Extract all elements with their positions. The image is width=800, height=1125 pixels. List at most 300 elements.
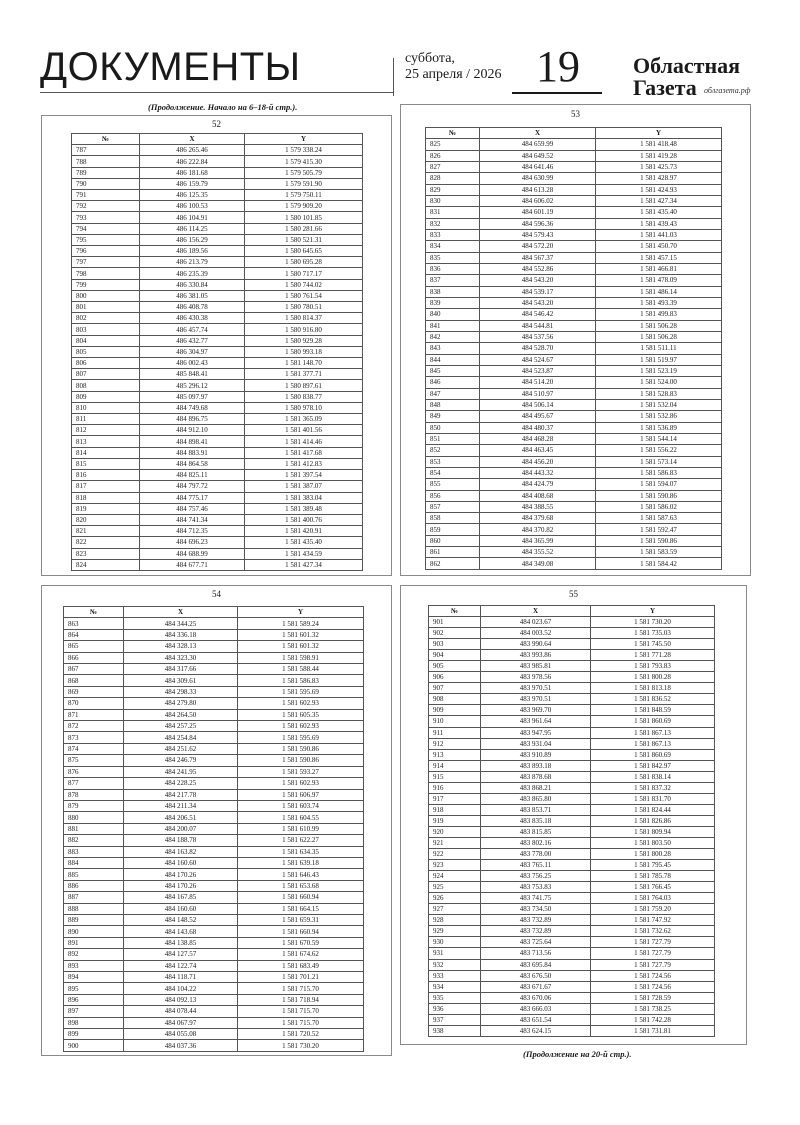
x-coordinate: 486 381.05 [140,290,245,301]
y-coordinate: 1 581 532.86 [596,411,722,422]
point-number: 881 [64,823,124,834]
x-coordinate: 484 254.84 [124,732,238,743]
y-coordinate: 1 581 573.14 [596,456,722,467]
x-coordinate: 486 114.25 [140,223,245,234]
x-coordinate: 484 023.67 [481,617,591,628]
x-coordinate: 484 200.07 [124,823,238,834]
y-coordinate: 1 581 466.81 [596,263,722,274]
table-row [72,380,363,391]
y-coordinate: 1 581 860.69 [591,716,715,727]
x-coordinate: 484 143.68 [124,926,238,937]
x-coordinate: 483 865.80 [481,793,591,804]
y-coordinate: 1 581 670.59 [238,937,364,948]
point-number: 903 [429,639,481,650]
point-number: 831 [426,207,480,218]
point-number: 797 [72,257,140,268]
y-coordinate: 1 581 759.20 [591,904,715,915]
x-coordinate: 486 330.84 [140,279,245,290]
x-coordinate: 485 097.97 [140,391,245,402]
x-coordinate: 483 970.51 [481,683,591,694]
y-coordinate: 1 581 590.86 [238,743,364,754]
y-coordinate: 1 581 795.45 [591,860,715,871]
point-number: 791 [72,190,140,201]
point-number: 870 [64,698,124,709]
table-row [64,1029,364,1040]
point-number: 902 [429,628,481,639]
y-coordinate: 1 581 389.48 [245,503,363,514]
y-coordinate: 1 581 493.39 [596,297,722,308]
point-number: 816 [72,470,140,481]
point-number: 878 [64,789,124,800]
point-number: 935 [429,992,481,1003]
point-number: 873 [64,732,124,743]
table-row [429,617,715,628]
table-row [429,937,715,948]
y-coordinate: 1 581 727.79 [591,959,715,970]
y-coordinate: 1 581 583.59 [596,547,722,558]
y-coordinate: 1 581 842.97 [591,760,715,771]
x-coordinate: 483 756.25 [481,871,591,882]
point-number: 924 [429,871,481,882]
table-row [429,661,715,672]
y-coordinate: 1 581 747.92 [591,915,715,926]
y-coordinate: 1 581 724.56 [591,981,715,992]
point-number: 858 [426,513,480,524]
point-number: 788 [72,156,140,167]
point-number: 792 [72,201,140,212]
point-number: 874 [64,743,124,754]
continued-from-note: (Продолжение. Начало на 6–18-й стр.). [148,102,298,112]
y-coordinate: 1 581 826.86 [591,815,715,826]
point-number: 798 [72,268,140,279]
table-row [72,201,363,212]
x-coordinate: 484 896.75 [140,414,245,425]
table-row [426,365,722,376]
point-number: 892 [64,949,124,960]
table-row [426,445,722,456]
table-row [426,411,722,422]
table-row [429,860,715,871]
point-number: 897 [64,1006,124,1017]
x-coordinate: 484 567.37 [480,252,596,263]
y-coordinate: 1 581 434.59 [245,548,363,559]
point-number: 814 [72,447,140,458]
table-row [429,970,715,981]
x-coordinate: 483 765.11 [481,860,591,871]
table-row [429,837,715,848]
y-coordinate: 1 581 603.74 [238,800,364,811]
point-number: 863 [64,618,124,629]
x-coordinate: 484 298.33 [124,686,238,697]
point-number: 915 [429,771,481,782]
coordinates-table [425,127,722,570]
continued-on-note: (Продолжение на 20-й стр.). [523,1049,632,1059]
table-row [429,815,715,826]
y-coordinate: 1 581 594.07 [596,479,722,490]
point-number: 938 [429,1025,481,1036]
y-coordinate: 1 581 511.11 [596,343,722,354]
y-coordinate: 1 580 993.18 [245,346,363,357]
point-number: 807 [72,369,140,380]
point-number: 875 [64,755,124,766]
page-number: 19 [536,42,580,91]
table-row [429,793,715,804]
point-number: 790 [72,178,140,189]
x-coordinate: 484 539.17 [480,286,596,297]
table-row [429,716,715,727]
x-coordinate: 484 543.20 [480,297,596,308]
point-number: 872 [64,721,124,732]
x-coordinate: 486 125.35 [140,190,245,201]
y-coordinate: 1 581 400.76 [245,514,363,525]
table-row [429,882,715,893]
point-number: 860 [426,535,480,546]
point-number: 789 [72,167,140,178]
point-number: 847 [426,388,480,399]
x-coordinate: 484 323.30 [124,652,238,663]
x-coordinate: 486 181.68 [140,167,245,178]
table-row [64,618,364,629]
table-row [426,195,722,206]
x-coordinate: 484 211.34 [124,800,238,811]
point-number: 827 [426,161,480,172]
point-number: 837 [426,275,480,286]
page-number-rule [512,92,602,94]
point-number: 927 [429,904,481,915]
x-coordinate: 484 506.14 [480,399,596,410]
table-row [429,628,715,639]
x-coordinate: 484 523.87 [480,365,596,376]
x-coordinate: 484 160.60 [124,903,238,914]
table-row [72,313,363,324]
x-coordinate: 484 641.46 [480,161,596,172]
x-coordinate: 486 408.78 [140,302,245,313]
y-coordinate: 1 581 544.14 [596,433,722,444]
point-number: 826 [426,150,480,161]
y-coordinate: 1 581 590.86 [596,490,722,501]
x-coordinate: 484 003.52 [481,628,591,639]
point-number: 905 [429,661,481,672]
table-row [64,823,364,834]
table-row [64,664,364,675]
point-number: 885 [64,869,124,880]
point-number: 899 [64,1029,124,1040]
point-number: 900 [64,1040,124,1051]
table-row [429,915,715,926]
point-number: 839 [426,297,480,308]
table-row [429,1025,715,1036]
y-coordinate: 1 581 803.50 [591,837,715,848]
y-coordinate: 1 581 800.28 [591,672,715,683]
newspaper-logo-line2: Газета [633,75,697,100]
point-number: 849 [426,411,480,422]
y-coordinate: 1 581 766.45 [591,882,715,893]
point-number: 811 [72,414,140,425]
point-number: 933 [429,970,481,981]
y-coordinate: 1 581 387.07 [245,481,363,492]
x-coordinate: 484 127.57 [124,949,238,960]
point-number: 864 [64,629,124,640]
x-coordinate: 484 912.10 [140,425,245,436]
table-row [426,229,722,240]
table-row [429,1014,715,1025]
y-coordinate: 1 581 499.83 [596,309,722,320]
table-row [426,547,722,558]
table-row [64,812,364,823]
point-number: 803 [72,324,140,335]
point-number: 922 [429,849,481,860]
y-coordinate: 1 581 800.28 [591,849,715,860]
point-number: 931 [429,948,481,959]
point-number: 883 [64,846,124,857]
y-coordinate: 1 580 101.85 [245,212,363,223]
y-coordinate: 1 581 683.49 [238,960,364,971]
y-coordinate: 1 581 622.27 [238,835,364,846]
table-row [64,652,364,663]
point-number: 930 [429,937,481,948]
y-coordinate: 1 581 595.69 [238,686,364,697]
point-number: 832 [426,218,480,229]
table-row [72,559,363,570]
x-coordinate: 483 853.71 [481,804,591,815]
x-coordinate: 486 002.43 [140,358,245,369]
table-row [72,503,363,514]
point-number: 835 [426,252,480,263]
point-number: 861 [426,547,480,558]
x-coordinate: 484 370.82 [480,524,596,535]
x-coordinate: 484 572.20 [480,241,596,252]
x-coordinate: 483 978.56 [481,672,591,683]
table-row [426,467,722,478]
table-row [426,207,722,218]
table-row [429,760,715,771]
column-header-number: № [72,134,140,145]
point-number: 919 [429,815,481,826]
y-coordinate: 1 581 590.86 [238,755,364,766]
y-coordinate: 1 580 744.02 [245,279,363,290]
point-number: 882 [64,835,124,846]
table-row [429,738,715,749]
y-coordinate: 1 581 634.35 [238,846,364,857]
x-coordinate: 484 067.97 [124,1017,238,1028]
x-coordinate: 484 579.43 [480,229,596,240]
y-coordinate: 1 581 715.70 [238,1006,364,1017]
table-row [72,458,363,469]
coordinates-table [63,606,364,1052]
point-number: 934 [429,981,481,992]
table-row [72,335,363,346]
table-row [64,766,364,777]
x-coordinate: 484 741.34 [140,514,245,525]
column-header-number: № [426,128,480,139]
y-coordinate: 1 581 646.43 [238,869,364,880]
table-row [426,161,722,172]
x-coordinate: 486 222.84 [140,156,245,167]
y-coordinate: 1 581 439.43 [596,218,722,229]
x-coordinate: 484 379.68 [480,513,596,524]
point-number: 818 [72,492,140,503]
point-number: 834 [426,241,480,252]
point-number: 822 [72,537,140,548]
table-row [64,789,364,800]
coordinates-panel-52 [41,115,392,576]
table-row [426,535,722,546]
y-coordinate: 1 581 715.70 [238,983,364,994]
point-number: 909 [429,705,481,716]
point-number: 925 [429,882,481,893]
x-coordinate: 484 167.85 [124,892,238,903]
x-coordinate: 485 296.12 [140,380,245,391]
table-row [72,246,363,257]
y-coordinate: 1 579 750.11 [245,190,363,201]
point-number: 937 [429,1014,481,1025]
y-coordinate: 1 581 809.94 [591,826,715,837]
y-coordinate: 1 581 715.70 [238,1017,364,1028]
table-row [426,252,722,263]
point-number: 817 [72,481,140,492]
x-coordinate: 483 931.04 [481,738,591,749]
y-coordinate: 1 581 598.91 [238,652,364,663]
y-coordinate: 1 581 365.09 [245,414,363,425]
x-coordinate: 484 649.52 [480,150,596,161]
y-coordinate: 1 581 701.21 [238,972,364,983]
point-number: 918 [429,804,481,815]
x-coordinate: 484 228.25 [124,778,238,789]
y-coordinate: 1 581 838.14 [591,771,715,782]
y-coordinate: 1 580 717.17 [245,268,363,279]
x-coordinate: 484 148.52 [124,914,238,925]
x-coordinate: 486 213.79 [140,257,245,268]
y-coordinate: 1 581 519.97 [596,354,722,365]
y-coordinate: 1 581 831.70 [591,793,715,804]
point-number: 917 [429,793,481,804]
point-number: 876 [64,766,124,777]
point-number: 802 [72,313,140,324]
table-row [426,184,722,195]
y-coordinate: 1 581 586.02 [596,501,722,512]
x-coordinate: 484 757.46 [140,503,245,514]
table-row [64,914,364,925]
point-number: 906 [429,672,481,683]
x-coordinate: 483 815.85 [481,826,591,837]
x-coordinate: 483 993.86 [481,650,591,661]
table-row [429,826,715,837]
x-coordinate: 484 309.61 [124,675,238,686]
point-number: 936 [429,1003,481,1014]
y-coordinate: 1 581 771.28 [591,650,715,661]
x-coordinate: 484 160.60 [124,857,238,868]
y-coordinate: 1 581 602.93 [238,721,364,732]
y-coordinate: 1 580 521.31 [245,234,363,245]
x-coordinate: 483 878.68 [481,771,591,782]
table-row [64,937,364,948]
table-header-row [429,606,715,617]
y-coordinate: 1 581 653.68 [238,880,364,891]
x-coordinate: 484 118.71 [124,972,238,983]
column-header-y: Y [596,128,722,139]
y-coordinate: 1 581 457.15 [596,252,722,263]
y-coordinate: 1 581 731.81 [591,1025,715,1036]
table-row [64,880,364,891]
x-coordinate: 484 092.13 [124,994,238,1005]
table-row [64,1017,364,1028]
point-number: 888 [64,903,124,914]
table-header-row [426,128,722,139]
y-coordinate: 1 580 897.61 [245,380,363,391]
point-number: 829 [426,184,480,195]
point-number: 895 [64,983,124,994]
table-row [72,447,363,458]
table-row [72,178,363,189]
x-coordinate: 484 596.36 [480,218,596,229]
y-coordinate: 1 581 674.62 [238,949,364,960]
table-row [64,675,364,686]
table-row [72,346,363,357]
table-row [426,275,722,286]
table-row [72,470,363,481]
x-coordinate: 484 344.25 [124,618,238,629]
newspaper-logo-line1: Областная [633,53,741,78]
x-coordinate: 484 514.20 [480,377,596,388]
table-row [426,433,722,444]
panel-title: 55 [569,589,578,599]
y-coordinate: 1 580 281.66 [245,223,363,234]
x-coordinate: 484 251.62 [124,743,238,754]
x-coordinate: 484 480.37 [480,422,596,433]
point-number: 862 [426,558,480,569]
y-coordinate: 1 581 450.70 [596,241,722,252]
x-coordinate: 484 241.95 [124,766,238,777]
x-coordinate: 483 734.50 [481,904,591,915]
table-row [429,992,715,1003]
y-coordinate: 1 581 383.04 [245,492,363,503]
y-coordinate: 1 581 523.19 [596,365,722,376]
coordinates-panel-53 [400,104,751,576]
point-number: 825 [426,139,480,150]
column-header-x: X [140,134,245,145]
y-coordinate: 1 581 727.79 [591,937,715,948]
point-number: 845 [426,365,480,376]
y-coordinate: 1 581 524.00 [596,377,722,388]
point-number: 869 [64,686,124,697]
table-row [429,683,715,694]
point-number: 833 [426,229,480,240]
y-coordinate: 1 581 764.03 [591,893,715,904]
x-coordinate: 484 696.23 [140,537,245,548]
point-number: 898 [64,1017,124,1028]
x-coordinate: 484 528.70 [480,343,596,354]
point-number: 886 [64,880,124,891]
point-number: 916 [429,782,481,793]
table-row [426,501,722,512]
table-row [426,388,722,399]
table-row [72,257,363,268]
table-row [429,650,715,661]
point-number: 804 [72,335,140,346]
x-coordinate: 484 365.99 [480,535,596,546]
table-row [64,949,364,960]
table-row [64,698,364,709]
table-row [72,402,363,413]
x-coordinate: 483 893.18 [481,760,591,771]
point-number: 799 [72,279,140,290]
x-coordinate: 484 264.50 [124,709,238,720]
point-number: 850 [426,422,480,433]
table-row [426,513,722,524]
x-coordinate: 484 537.56 [480,331,596,342]
table-row [72,145,363,156]
table-row [64,960,364,971]
